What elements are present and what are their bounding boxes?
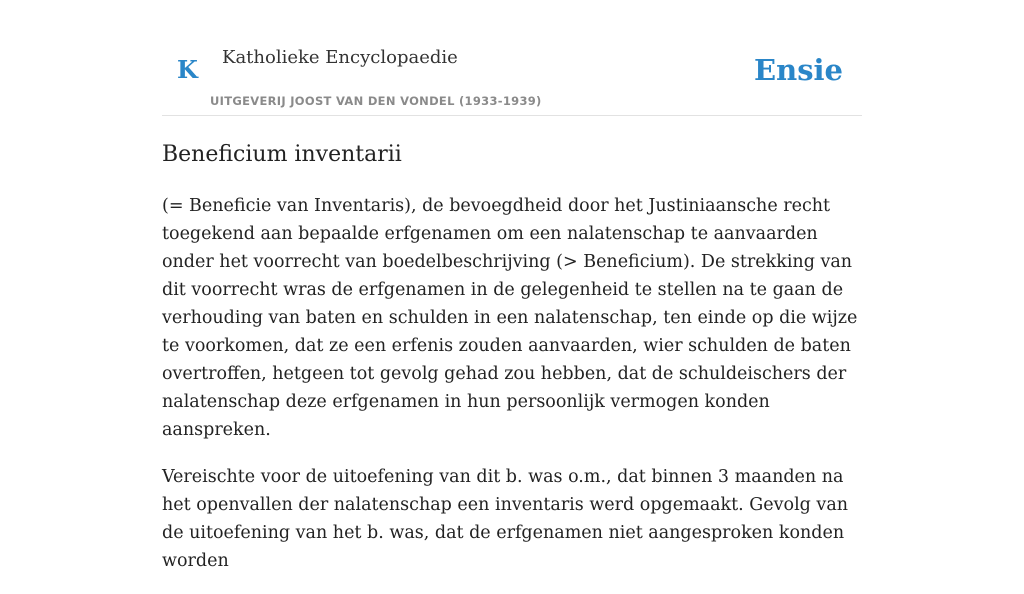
ensie-logo-link[interactable]: Ensie	[754, 53, 843, 87]
entry-body	[162, 192, 862, 594]
book-title-link[interactable]: Katholieke Encyclopaedie	[222, 47, 458, 68]
book-logo-icon[interactable]: K	[177, 55, 198, 84]
entry-paragraph-2: Vereischte voor de uitoefening van dit b. was o.m., dat binnen 3 maanden na het openvallen der nalatenschap een inventaris werd opgemaakt. Gevolg van de uitoefening van het b. was, dat de erfgenamen niet aangesproken konden worden	[162, 467, 849, 571]
page	[162, 0, 862, 571]
entry-paragraph-1: (= Beneficie van Inventaris), de bevoegdheid door het Justiniaansche recht toegekend aan bepaalde erfgenamen om een nalatenschap te aanvaarden onder het voorrecht van boedelbeschrijving (> Beneficium). De strekking van dit voorrecht wras de erfgenamen in de gelegenheid te stellen na te gaan de verhouding van baten en schulden in een nalatenschap, ten einde op die wijze te voorkomen, dat ze een erfenis zouden aanvaarden, wier schulden de baten overtroffen, hetgeen tot gevolg gehad zou hebben, dat de schuldeischers der nalatenschap deze erfgenamen in hun persoonlijk vermogen konden aanspreken.	[162, 196, 858, 440]
site-header	[162, 0, 862, 116]
entry-title: Beneficium inventarii	[162, 142, 402, 167]
publisher-label: UITGEVERIJ JOOST VAN DEN VONDEL (1933-1939)	[210, 94, 542, 108]
